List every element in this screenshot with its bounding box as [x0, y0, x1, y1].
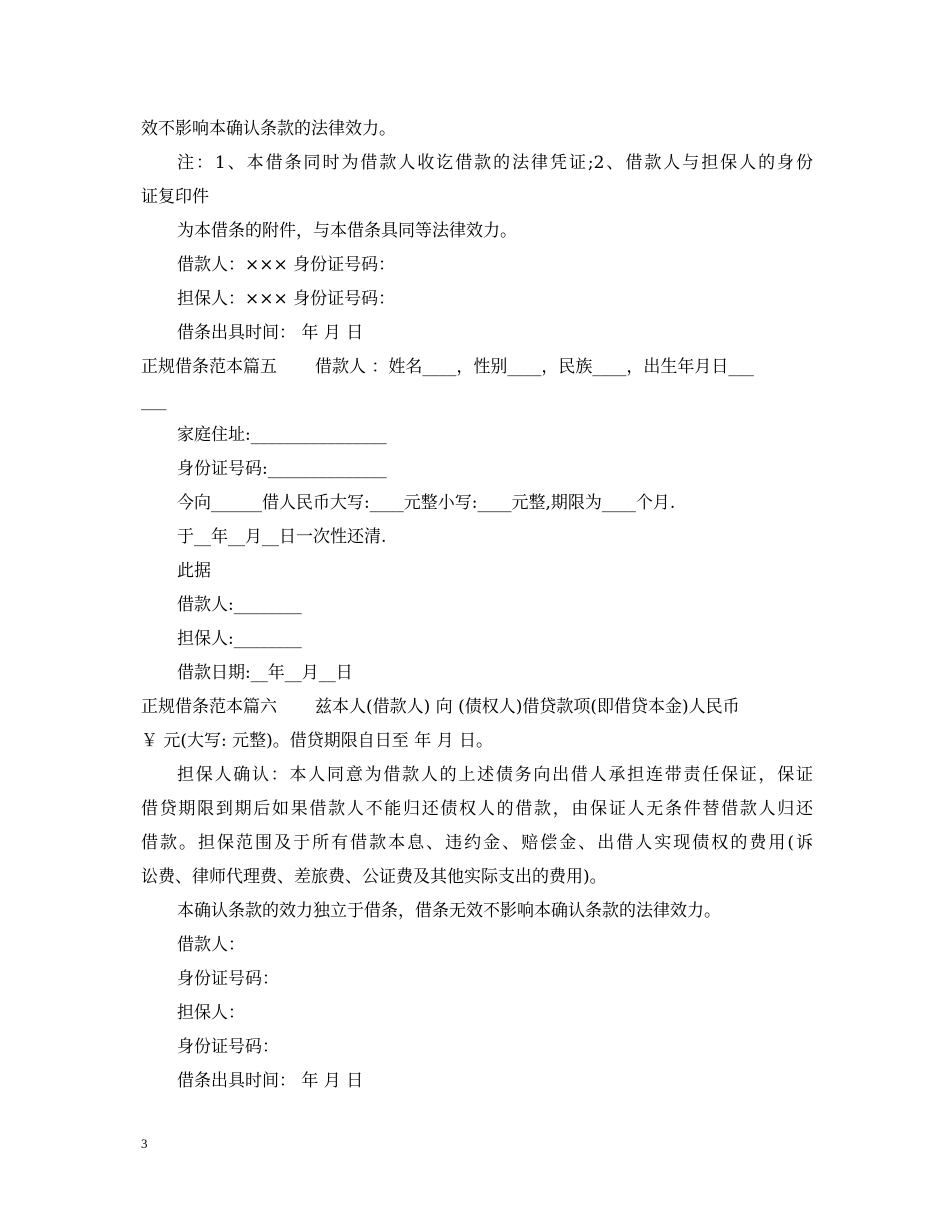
paragraph-line: 借款人： [177, 935, 245, 955]
section-title: 正规借条范本篇五 [141, 357, 277, 377]
paragraph-line: 为本借条的附件，与本借条具同等法律效力。 [177, 221, 517, 241]
paragraph-line: 担保人:________ [177, 629, 302, 649]
paragraph-line: 借条出具时间： 年 月 日 [177, 1071, 364, 1091]
paragraph-line: 担保人： [177, 1003, 245, 1023]
paragraph-line: 家庭住址:________________ [177, 425, 387, 445]
paragraph-line: 于__年__月__日一次性还清. [177, 527, 387, 547]
paragraph-line: 担保人确认：本人同意为借款人的上述债务向出借人承担连带责任保证，保证 [177, 765, 813, 785]
paragraph-line: 身份证号码： [177, 1037, 279, 1057]
paragraph-line: 此据 [177, 561, 211, 581]
paragraph-line: 借款人：××× 身份证号码： [177, 255, 396, 275]
paragraph-line: 借款。担保范围及于所有借款本息、违约金、赔偿金、出借人实现债权的费用(诉 [141, 833, 813, 853]
paragraph-line: 借条出具时间： 年 月 日 [177, 323, 364, 343]
document-body [141, 112, 813, 1098]
paragraph-line: ￥ 元(大写: 元整)。借贷期限自日至 年 月 日。 [141, 731, 494, 751]
paragraph-line: 注：1、本借条同时为借款人收讫借款的法律凭证;2、借款人与担保人的身份 [177, 153, 813, 173]
section-text: 借款人 ：姓名____，性别____，民族____，出生年月日___ [315, 357, 754, 377]
paragraph-line: 证复印件 [141, 187, 209, 207]
paragraph-line: 借贷期限到期后如果借款人不能归还债权人的借款，由保证人无条件替借款人归还 [141, 799, 813, 819]
section-text: 兹本人(借款人) 向 (债权人)借贷款项(即借贷本金)人民币 [315, 697, 740, 717]
paragraph-line: 效不影响本确认条款的法律效力。 [141, 119, 396, 139]
paragraph-line: 身份证号码:______________ [177, 459, 387, 479]
section-heading-line [141, 350, 813, 384]
paragraph-line: 本确认条款的效力独立于借条，借条无效不影响本确认条款的法律效力。 [177, 901, 721, 921]
section-heading-line [141, 690, 813, 724]
paragraph-line: 借款日期:__年__月__日 [177, 663, 353, 683]
paragraph-line: 今向______借人民币大写:____元整小写:____元整,期限为____个月. [177, 493, 676, 513]
paragraph-line: 担保人：××× 身份证号码： [177, 289, 396, 309]
section-title: 正规借条范本篇六 [141, 697, 277, 717]
paragraph-line: 身份证号码： [177, 969, 279, 989]
paragraph-line: ___ [141, 391, 167, 411]
paragraph-line: 借款人:________ [177, 595, 302, 615]
page-number: 3 [141, 1136, 148, 1151]
paragraph-line: 讼费、律师代理费、差旅费、公证费及其他实际支出的费用)。 [141, 867, 607, 887]
